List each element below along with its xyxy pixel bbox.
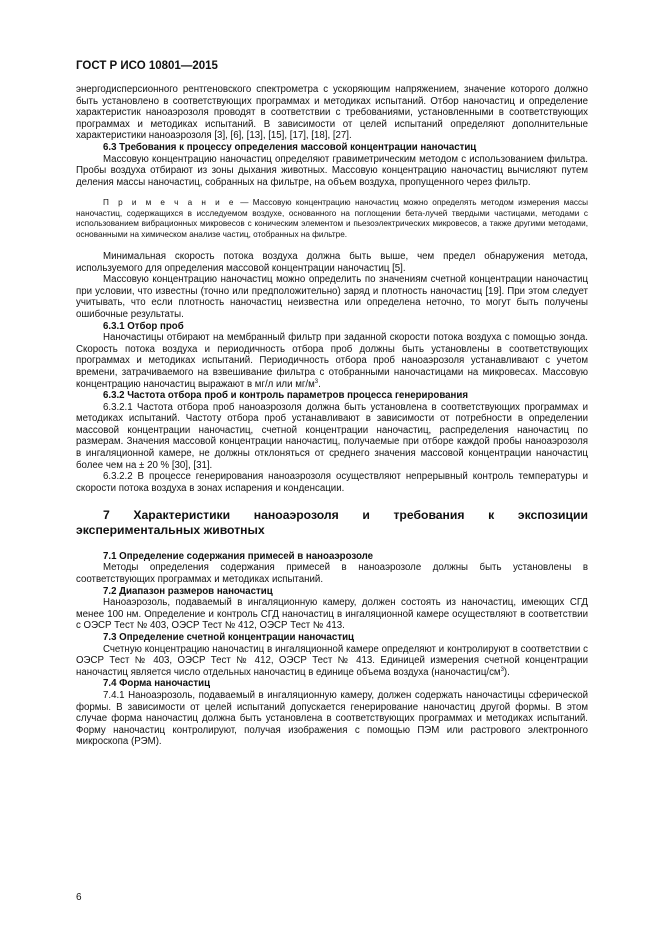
paragraph-intro: энергодисперсионного рентгеновского спектрометра с ускоряющим напряжением, значение которого должно быть установлено в соответствующих программах и методиках испытаний. Отбор наночастиц и определение характеристик наноаэрозоля проводят в соответствии с требованиями, установленными в соответствующих программах и методиках испытаний. В зависимости от целей испытаний определяют дополнительные характеристики наноаэрозоля [3], [6], [13], [15], [17], [18], [27]. bbox=[76, 84, 588, 142]
heading-section-7: 7 Характеристики наноаэрозоля и требования к экспозиции экспериментальных животных bbox=[76, 508, 588, 537]
paragraph-min-flow: Минимальная скорость потока воздуха должна быть выше, чем предел обнаружения метода, используемого для определения массовой концентрации наночастиц [5]. bbox=[76, 250, 588, 274]
heading-7-4: 7.4 Форма наночастиц bbox=[103, 678, 211, 690]
paragraph-6-3-1-end: . bbox=[318, 378, 321, 390]
document-body bbox=[76, 84, 588, 748]
heading-7-2: 7.2 Диапазон размеров наночастиц bbox=[103, 585, 273, 597]
heading-6-3: 6.3 Требования к процессу определения массовой концентрации наночастиц bbox=[103, 141, 477, 153]
paragraph-7-3 bbox=[76, 644, 588, 679]
superscript-3-cm: 3 bbox=[500, 666, 504, 673]
paragraph-7-1: Методы определения содержания примесей в наноаэрозоле должны быть установлены в соответствующих программах и методиках испытаний. bbox=[76, 562, 588, 586]
paragraph-7-3-end: ). bbox=[503, 666, 510, 678]
paragraph-7-3-text: Счетную концентрацию наночастиц в ингаляционной камере определяют и контролируют в соответствии с ОЭСР Тест № 403, ОЭСР Тест № 412, ОЭСР Тест № 413. Единицей измерения счетной концентрации наночастиц является число отдельных наночастиц в единице объема воздуха (наночастиц/см bbox=[76, 643, 588, 678]
superscript-3: 3 bbox=[314, 378, 319, 385]
heading-6-3-2: 6.3.2 Частота отбора проб и контроль параметров процесса генерирования bbox=[103, 390, 469, 402]
paragraph-6-3-1 bbox=[76, 332, 588, 390]
document-id-header: ГОСТ Р ИСО 10801—2015 bbox=[76, 60, 218, 72]
heading-7-1: 7.1 Определение содержания примесей в наноаэрозоле bbox=[103, 550, 374, 562]
paragraph-6-3-2-1: 6.3.2.1 Частота отбора проб наноаэрозоля должна быть установлена в соответствующих программах и методиках испытаний. Частоту отбора проб устанавливают в зависимости от потребности в определении массовой концентрации наночастиц, счетной концентрации наночастиц, распределения наночастиц по размерам. Значения массовой концентрации наночастиц, получаемые при отборе каждой пробы наноаэрозоля в ингаляционной камере, не должны отклоняться от среднего значения массовой концентрации наночастиц более чем на ± 20 % [30], [31]. bbox=[76, 401, 588, 471]
note-text: — Массовую концентрацию наночастиц можно определять методом измерения массы наночастиц, содержащихся в исследуемом воздухе, основанного на поглощении бета-лучей твердыми частицами, методами с использованием вибрационных микровесов с коническим элементом и пьезоэлектрических микровесов, а также другими методами, основанными на химическом анализе частиц, отобранных на фильтре. bbox=[76, 198, 588, 239]
paragraph-count-concentration: Массовую концентрацию наночастиц можно определить по значениям счетной концентрации наночастиц при условии, что известны (точно или предположительно) заряд и плотность наночастиц [19]. При этом следует учитывать, что если плотность наночастиц неизвестна или определена неточно, то могут быть получены ошибочные результаты. bbox=[76, 274, 588, 320]
paragraph-6-3-1-text: Наночастицы отбирают на мембранный фильтр при заданной скорости потока воздуха с помощью зонда. Скорость потока воздуха и периодичность отбора проб должны быть установлены в соответствующих программах и методиках испытаний. Периодичность отбора проб наноаэрозоля устанавливают с учетом времени, затрачиваемого на взвешивание фильтра с отобранными наночастицами на микровесах. Массовую концентрацию наночастиц выражают в мг/л или мг/м bbox=[76, 332, 588, 390]
paragraph-6-3: Массовую концентрацию наночастиц определяют гравиметрическим методом с использованием фильтра. Пробы воздуха отбирают из зоны дыхания животных. Массовую концентрацию наночастиц вычисляют путем деления массы наночастиц, собранных на фильтре, на объем воздуха, пропущенного через фильтр. bbox=[76, 153, 588, 188]
paragraph-7-2: Наноаэрозоль, подаваемый в ингаляционную камеру, должен состоять из наночастиц, имеющих СГД менее 100 нм. Определение и контроль СГД наночастиц в ингаляционной камере осуществляют в соответствии с ОЭСР Тест № 403, ОЭСР Тест № 412, ОЭСР Тест № 413. bbox=[76, 597, 588, 632]
note-block bbox=[76, 198, 588, 240]
paragraph-7-4-1: 7.4.1 Наноаэрозоль, подаваемый в ингаляционную камеру, должен содержать наночастицы сферической формы. В зависимости от целей испытаний допускается генерирование наночастиц другой формы. В этом случае форма наночастиц должна быть установлена в соответствующих программах и методиках испытаний. Форму наночастиц контролируют, получая изображения с помощью ПЭМ или растрового электронного микроскопа (РЭМ). bbox=[76, 689, 588, 748]
heading-7-3: 7.3 Определение счетной концентрации наночастиц bbox=[103, 632, 354, 643]
heading-6-3-1: 6.3.1 Отбор проб bbox=[103, 320, 184, 332]
paragraph-6-3-2-2: 6.3.2.2 В процессе генерирования наноаэрозоля осуществляют непрерывный контроль температуры и скорости потока воздуха в зонах испарения и конденсации. bbox=[76, 471, 588, 494]
page-number: 6 bbox=[76, 892, 82, 903]
note-label: П р и м е ч а н и е bbox=[103, 198, 236, 208]
